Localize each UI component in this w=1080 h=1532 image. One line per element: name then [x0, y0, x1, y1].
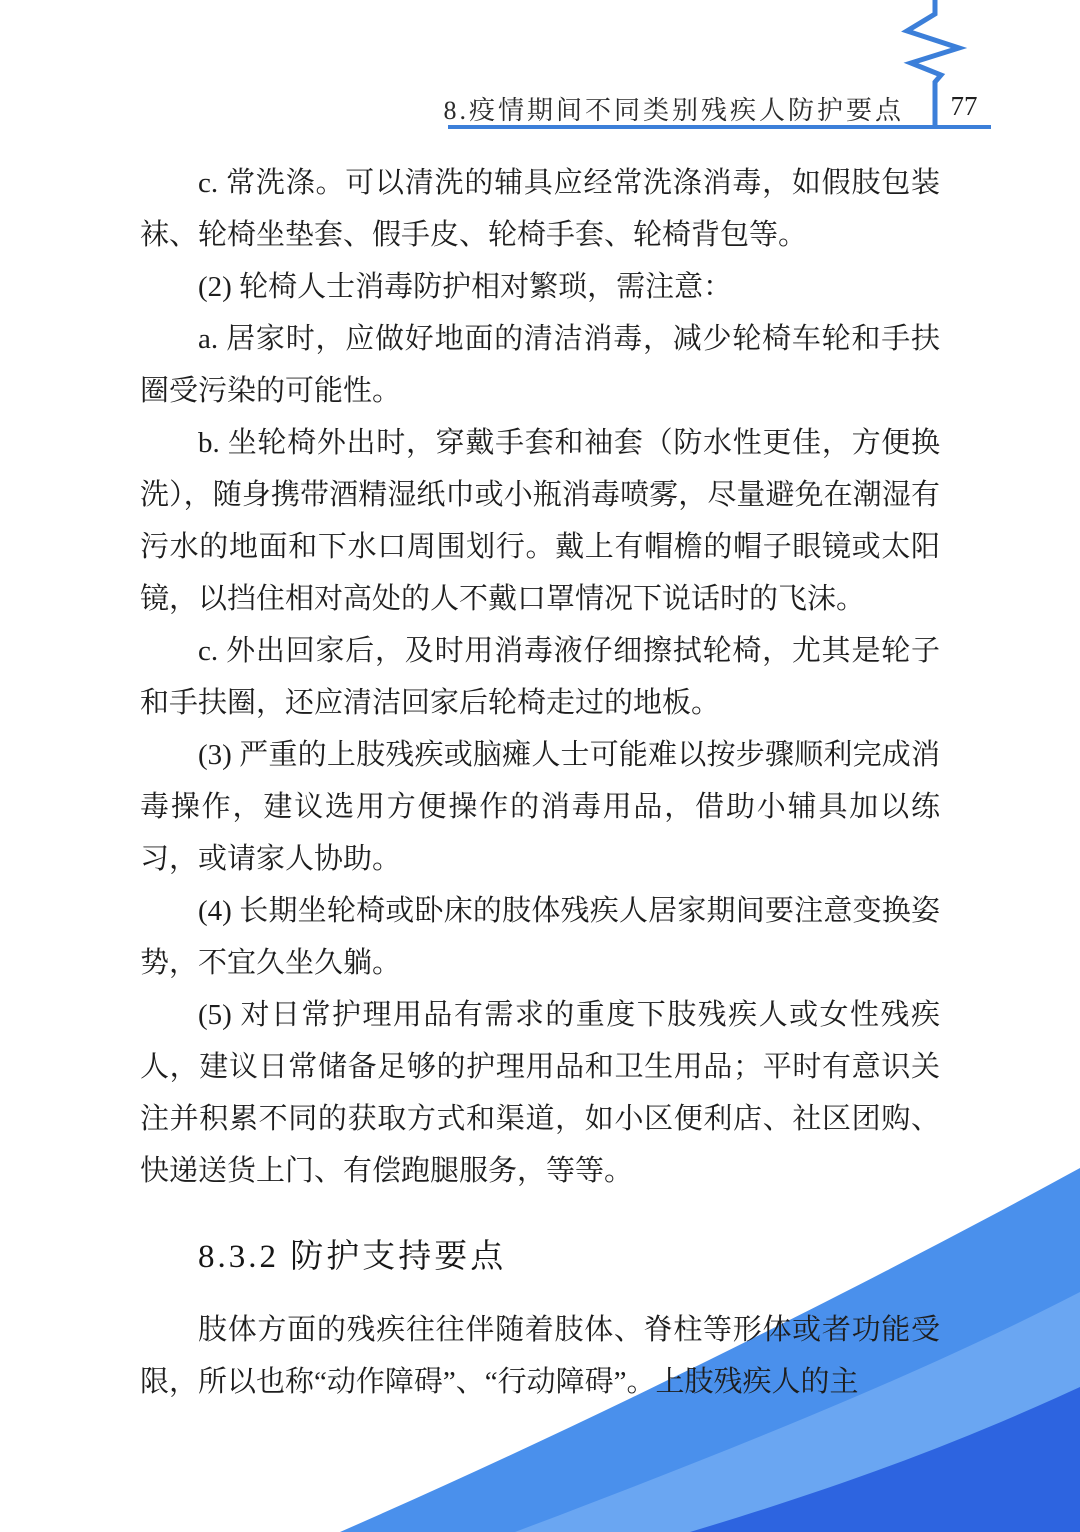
body-text-block [140, 157, 940, 1408]
body-paragraph: (3) 严重的上肢残疾或脑瘫人士可能难以按步骤顺利完成消毒操作，建议选用方便操作的消毒用品，借助小辅具加以练习，或请家人协助。 [140, 739, 940, 875]
section-heading: 8.3.2 防护支持要点 [198, 1239, 507, 1275]
body-paragraph: c. 常洗涤。可以清洗的辅具应经常洗涤消毒，如假肢包装袜、轮椅坐垫套、假手皮、轮椅手套、轮椅背包等。 [140, 167, 940, 251]
body-paragraph: (2) 轮椅人士消毒防护相对繁琐，需注意： [198, 271, 733, 303]
body-paragraph: 肢体方面的残疾往往伴随着肢体、脊柱等形体或者功能受限，所以也称“动作障碍”、“行动障碍”。上肢残疾人的主 [140, 1314, 940, 1398]
body-paragraph: (5) 对日常护理用品有需求的重度下肢残疾人或女性残疾人，建议日常储备足够的护理用品和卫生用品；平时有意识关注并积累不同的获取方式和渠道，如小区便利店、社区团购、快递送货上门、有偿跑腿服务，等等。 [140, 999, 940, 1187]
body-paragraph: (4) 长期坐轮椅或卧床的肢体残疾人居家期间要注意变换姿势，不宜久坐久躺。 [140, 895, 940, 979]
page-number: 77 [950, 91, 978, 121]
body-paragraph: c. 外出回家后，及时用消毒液仔细擦拭轮椅，尤其是轮子和手扶圈，还应清洁回家后轮椅走过的地板。 [140, 635, 940, 719]
body-paragraph: b. 坐轮椅外出时，穿戴手套和袖套（防水性更佳，方便换洗），随身携带酒精湿纸巾或小瓶消毒喷雾，尽量避免在潮湿有污水的地面和下水口周围划行。戴上有帽檐的帽子眼镜或太阳镜，以挡住相对高处的人不戴口罩情况下说话时的飞沫。 [140, 427, 940, 615]
running-header-title: 8.疫情期间不同类别残疾人防护要点 [443, 96, 904, 125]
body-paragraph: a. 居家时，应做好地面的清洁消毒，减少轮椅车轮和手扶圈受污染的可能性。 [140, 323, 940, 407]
